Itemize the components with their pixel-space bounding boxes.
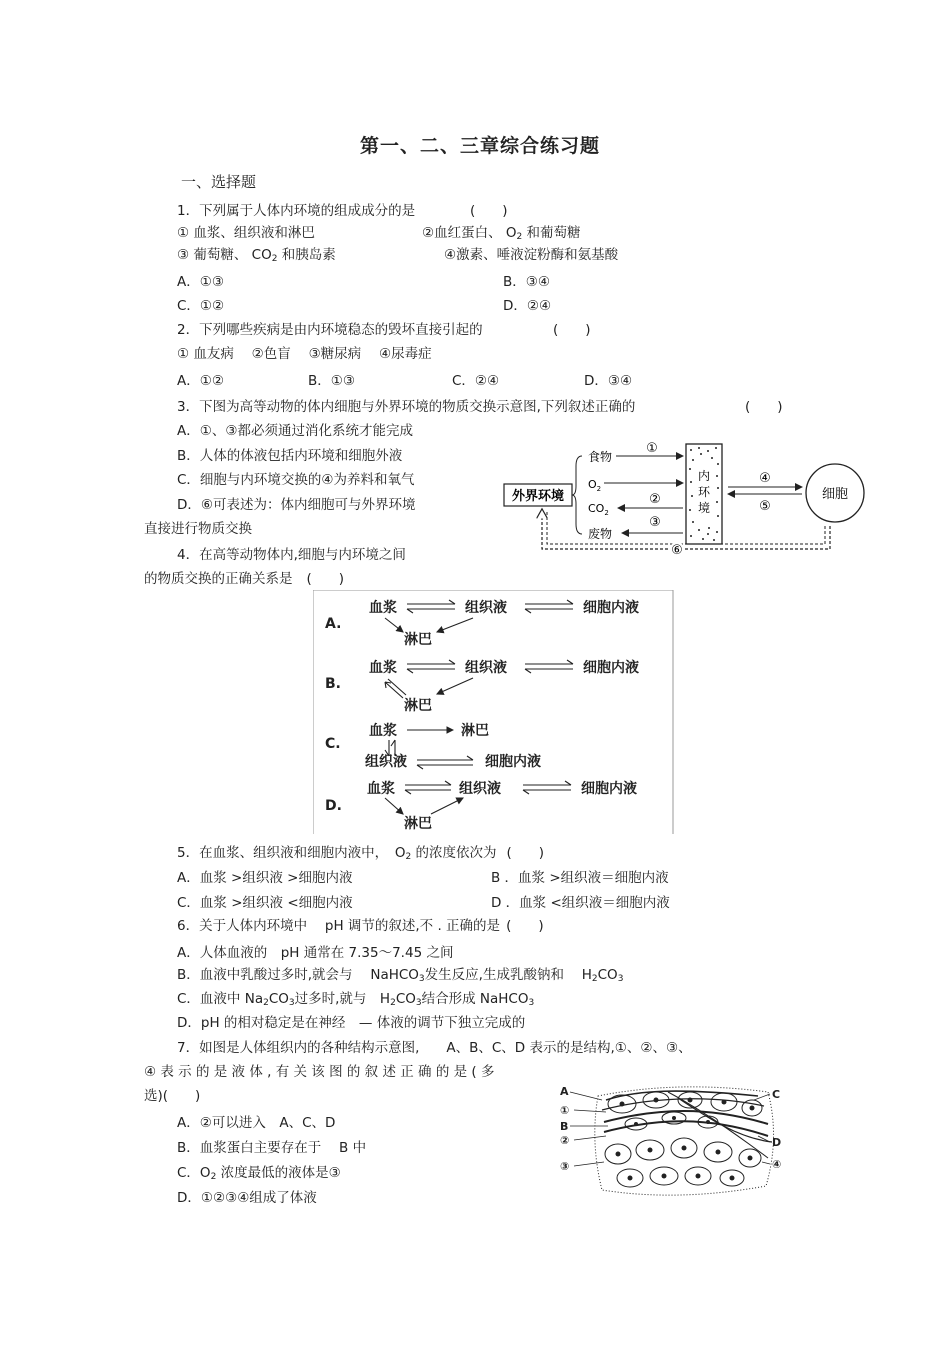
cell-label: 细胞: [821, 487, 849, 502]
q3-paren: ( ): [745, 399, 783, 415]
arrow-5-label: ⑤: [759, 499, 771, 514]
o2-label: $O_2$: [588, 478, 602, 493]
q7-option-b: B．血浆蛋白主要存在于 B 中: [177, 1140, 367, 1156]
q7-stem-cont: ④ 表 示 的 是 液 体 , 有 关 该 图 的 叙 述 正 确 的 是 ( 多: [144, 1064, 495, 1080]
label-1: ①: [560, 1104, 570, 1117]
exchange-diagram: [500, 436, 870, 560]
q5-option-d: D ．血浆 <组织液＝细胞内液: [491, 895, 670, 911]
d-tissue-fluid: 组织液: [459, 781, 501, 797]
co2-label: $CO_2$: [588, 502, 609, 517]
label-d: D: [772, 1136, 782, 1149]
c-intracellular-fluid: 细胞内液: [485, 754, 541, 770]
q4-options-figure: [313, 590, 675, 834]
label-a: A: [560, 1085, 569, 1098]
q5-option-a: A．血浆 >组织液 >细胞内液: [177, 870, 353, 886]
fig-option-b: B.: [325, 676, 341, 692]
page-title: 第一、二、三章综合练习题: [360, 135, 601, 157]
q4-stem-cont: 的物质交换的正确关系是 ( ): [144, 571, 345, 587]
q1-option-d: D．②④: [503, 298, 552, 314]
c-tissue-fluid: 组织液: [365, 754, 407, 770]
q3-option-c: C．细胞与内环境交换的④为养料和氧气: [177, 472, 415, 488]
q1-item3: ③ 葡萄糖、 $CO_2$ 和胰岛素: [177, 247, 336, 264]
q6-option-b: B．血液中乳酸过多时,就会与 NaHCO$_3$发生反应,生成乳酸钠和 $H_2CO_3$: [177, 967, 624, 984]
q6-stem: 6．关于人体内环境中 pH 调节的叙述,不 . 正确的是 ( ): [177, 918, 544, 934]
waste-label: 废物: [588, 527, 613, 541]
q3-option-b: B．人体的体液包括内环境和细胞外液: [177, 448, 403, 464]
d-plasma: 血浆: [367, 781, 395, 797]
q1-paren: ( ): [470, 203, 508, 219]
internal-env-char2: 环: [697, 485, 711, 499]
q2-option-c: C．②④: [452, 373, 500, 389]
label-2: ②: [560, 1134, 570, 1147]
q6-option-a: A．人体血液的 pH 通常在 7.35～7.45 之间: [177, 945, 454, 961]
q3-option-a: A．①、③都必须通过消化系统才能完成: [177, 423, 413, 439]
a-tissue-fluid: 组织液: [465, 600, 507, 616]
q2-option-d: D．③④: [584, 373, 633, 389]
c-plasma: 血浆: [369, 723, 397, 739]
q2-paren: ( ): [553, 322, 591, 338]
q1-item1: ① 血浆、组织液和淋巴: [177, 225, 315, 241]
fig-option-a: A.: [325, 616, 342, 632]
q3-stem: 3．下图为高等动物的体内细胞与外界环境的物质交换示意图,下列叙述正确的: [177, 399, 636, 415]
label-b: B: [560, 1120, 569, 1133]
label-c: C: [772, 1088, 781, 1101]
q7-option-d: D．①②③④组成了体液: [177, 1190, 317, 1206]
q2-option-a: A．①②: [177, 373, 224, 389]
q1-option-c: C．①②: [177, 298, 225, 314]
q6-option-c: C．血液中 $Na_2CO_3$过多时,就与 $H_2CO_3$结合形成 NaHCO$_3$: [177, 991, 535, 1008]
d-intracellular-fluid: 细胞内液: [581, 781, 637, 797]
arrow-1-label: ①: [646, 441, 658, 456]
b-lymph: 淋巴: [404, 698, 432, 714]
q7-stem-cont2: 选)( ): [144, 1088, 201, 1104]
q3-option-d-cont: 直接进行物质交换: [144, 521, 252, 537]
label-4: ④: [772, 1158, 782, 1171]
food-label: 食物: [588, 450, 613, 464]
q2-items: ① 血友病 ②色盲 ③糖尿病 ④尿毒症: [177, 346, 432, 362]
outer-environment-label: 外界环境: [511, 489, 565, 504]
q5-option-c: C．血浆 >组织液 <细胞内液: [177, 895, 353, 911]
fig-option-d: D.: [325, 798, 342, 814]
q4-stem: 4．在高等动物体内,细胞与内环境之间: [177, 547, 406, 563]
arrow-3-label: ③: [649, 515, 661, 530]
q1-option-b: B．③④: [503, 274, 550, 290]
arrow-4-label: ④: [759, 471, 771, 486]
brace: [572, 456, 582, 534]
fig-option-c: C.: [325, 736, 341, 752]
internal-env-char1: 内: [697, 469, 711, 483]
arrow-6-label: ⑥: [671, 543, 683, 558]
label-3: ③: [560, 1160, 570, 1173]
q1-item4: ④激素、唾液淀粉酶和氨基酸: [444, 247, 619, 263]
a-plasma: 血浆: [369, 600, 397, 616]
q2-option-b: B．①③: [308, 373, 355, 389]
section-heading: 一、选择题: [181, 173, 257, 191]
q1-stem: 1．下列属于人体内环境的组成成分的是: [177, 203, 416, 219]
q1-option-a: A．①③: [177, 274, 224, 290]
a-lymph: 淋巴: [404, 632, 432, 648]
q7-option-a: A．②可以进入 A、C、D: [177, 1115, 336, 1131]
b-plasma: 血浆: [369, 660, 397, 676]
q7-stem: 7．如图是人体组织内的各种结构示意图, A、B、C、D 表示的是结构,①、②、③、: [177, 1040, 692, 1056]
internal-env-char3: 境: [697, 501, 711, 515]
arrow-2-label: ②: [649, 492, 661, 507]
q5-option-b: B ．血浆 >组织液＝细胞内液: [491, 870, 669, 886]
d-lymph: 淋巴: [404, 816, 432, 832]
q6-option-d: D．pH 的相对稳定是在神经 — 体液的调节下独立完成的: [177, 1015, 526, 1031]
a-intracellular-fluid: 细胞内液: [583, 600, 639, 616]
q2-stem: 2．下列哪些疾病是由内环境稳态的毁坏直接引起的: [177, 322, 483, 338]
q5-stem: 5．在血浆、组织液和细胞内液中， $O_2$ 的浓度依次为 ( ): [177, 845, 545, 862]
tissue-structure-diagram: [558, 1078, 790, 1204]
b-intracellular-fluid: 细胞内液: [583, 660, 639, 676]
q1-item2: ②血红蛋白、 $O_2$ 和葡萄糖: [422, 225, 581, 242]
q7-option-c: C．$O_2$ 浓度最低的液体是③: [177, 1165, 341, 1182]
c-lymph: 淋巴: [461, 723, 489, 739]
b-tissue-fluid: 组织液: [465, 660, 507, 676]
q3-option-d: D．⑥可表述为：体内细胞可与外界环境: [177, 497, 416, 513]
